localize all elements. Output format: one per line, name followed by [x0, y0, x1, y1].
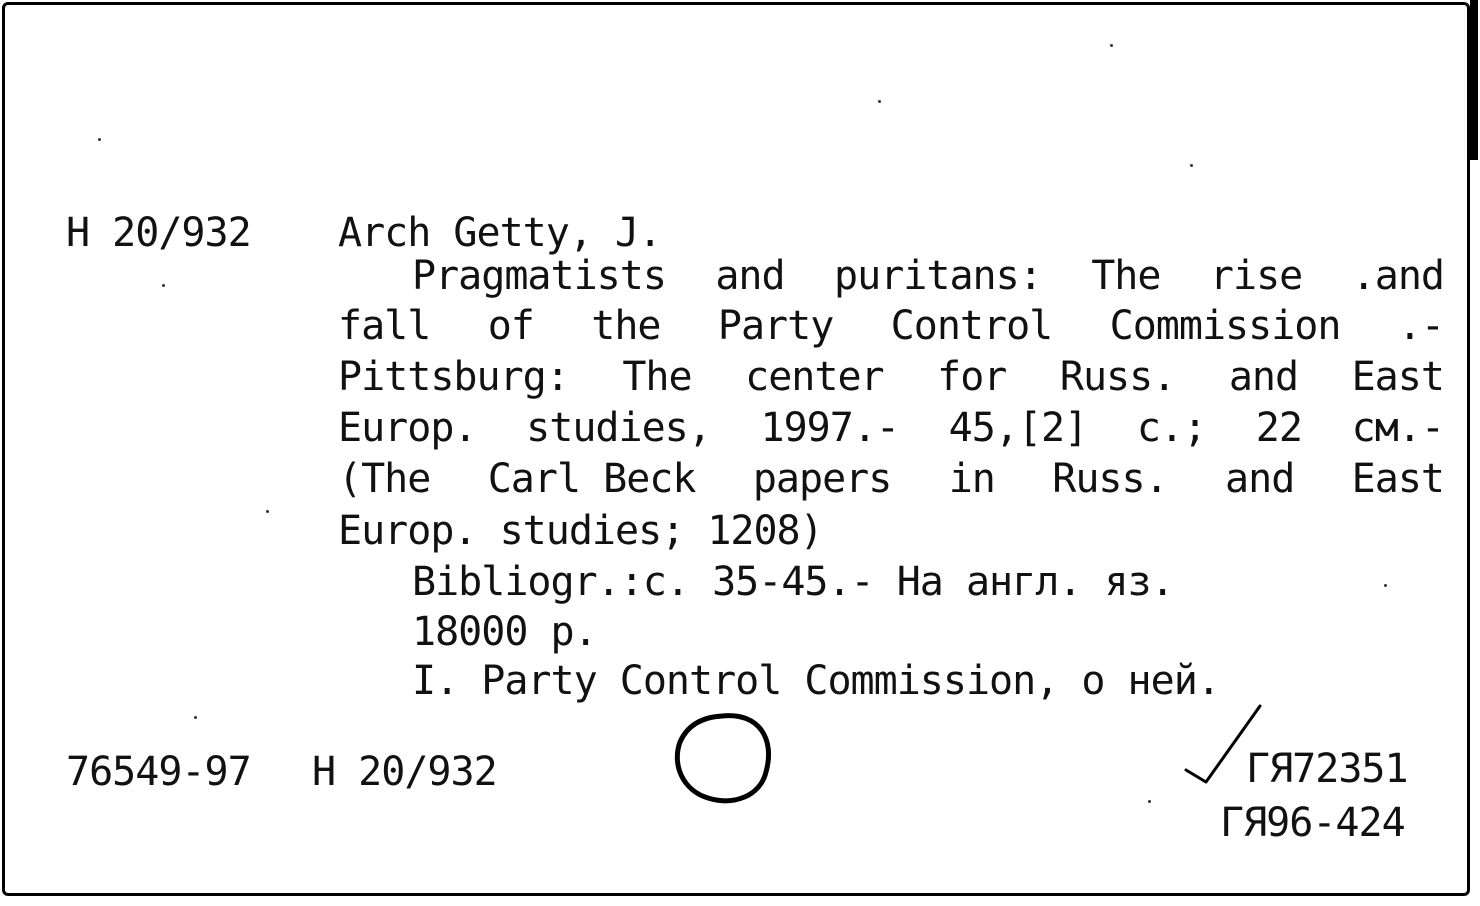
- punch-hole-circle: [677, 716, 768, 801]
- scan-speck: [1110, 44, 1113, 47]
- code-2: ГЯ96-424: [1220, 800, 1405, 846]
- check-mark-icon: [1186, 706, 1260, 782]
- title-line-3: Pittsburg: The center for Russ. and East: [338, 354, 1444, 400]
- accession-number: 76549-97: [66, 749, 251, 795]
- scan-speck: [1190, 164, 1193, 167]
- title-line-4: Europ. studies, 1997.- 45,[2] c.; 22 cм.-: [338, 405, 1444, 451]
- title-line-5: (The Carl Beck papers in Russ. and East: [338, 456, 1444, 502]
- call-number-top: H 20/932: [66, 210, 251, 256]
- scan-speck: [1384, 584, 1387, 587]
- scan-speck: [1148, 800, 1151, 803]
- scan-speck: [878, 100, 881, 103]
- price: 18000 р.: [412, 609, 597, 655]
- title-line-1: Pragmatists and puritans: The rise .and: [412, 253, 1444, 299]
- subject-entry: I. Party Control Commission, о ней.: [412, 658, 1220, 704]
- title-line-2: fall of the Party Control Commission .-: [338, 303, 1444, 349]
- code-1: ГЯ72351: [1246, 746, 1408, 792]
- title-line-6: Europ. studies; 1208): [338, 508, 823, 554]
- bibliography-note: Bibliogr.:c. 35-45.- На англ. яз.: [412, 559, 1174, 605]
- scan-speck: [98, 138, 101, 141]
- author-heading: Arch Getty, J.: [338, 210, 662, 256]
- scan-speck: [266, 510, 269, 513]
- scan-speck: [162, 284, 165, 287]
- call-number-bottom: H 20/932: [312, 749, 497, 795]
- scan-speck: [194, 716, 197, 719]
